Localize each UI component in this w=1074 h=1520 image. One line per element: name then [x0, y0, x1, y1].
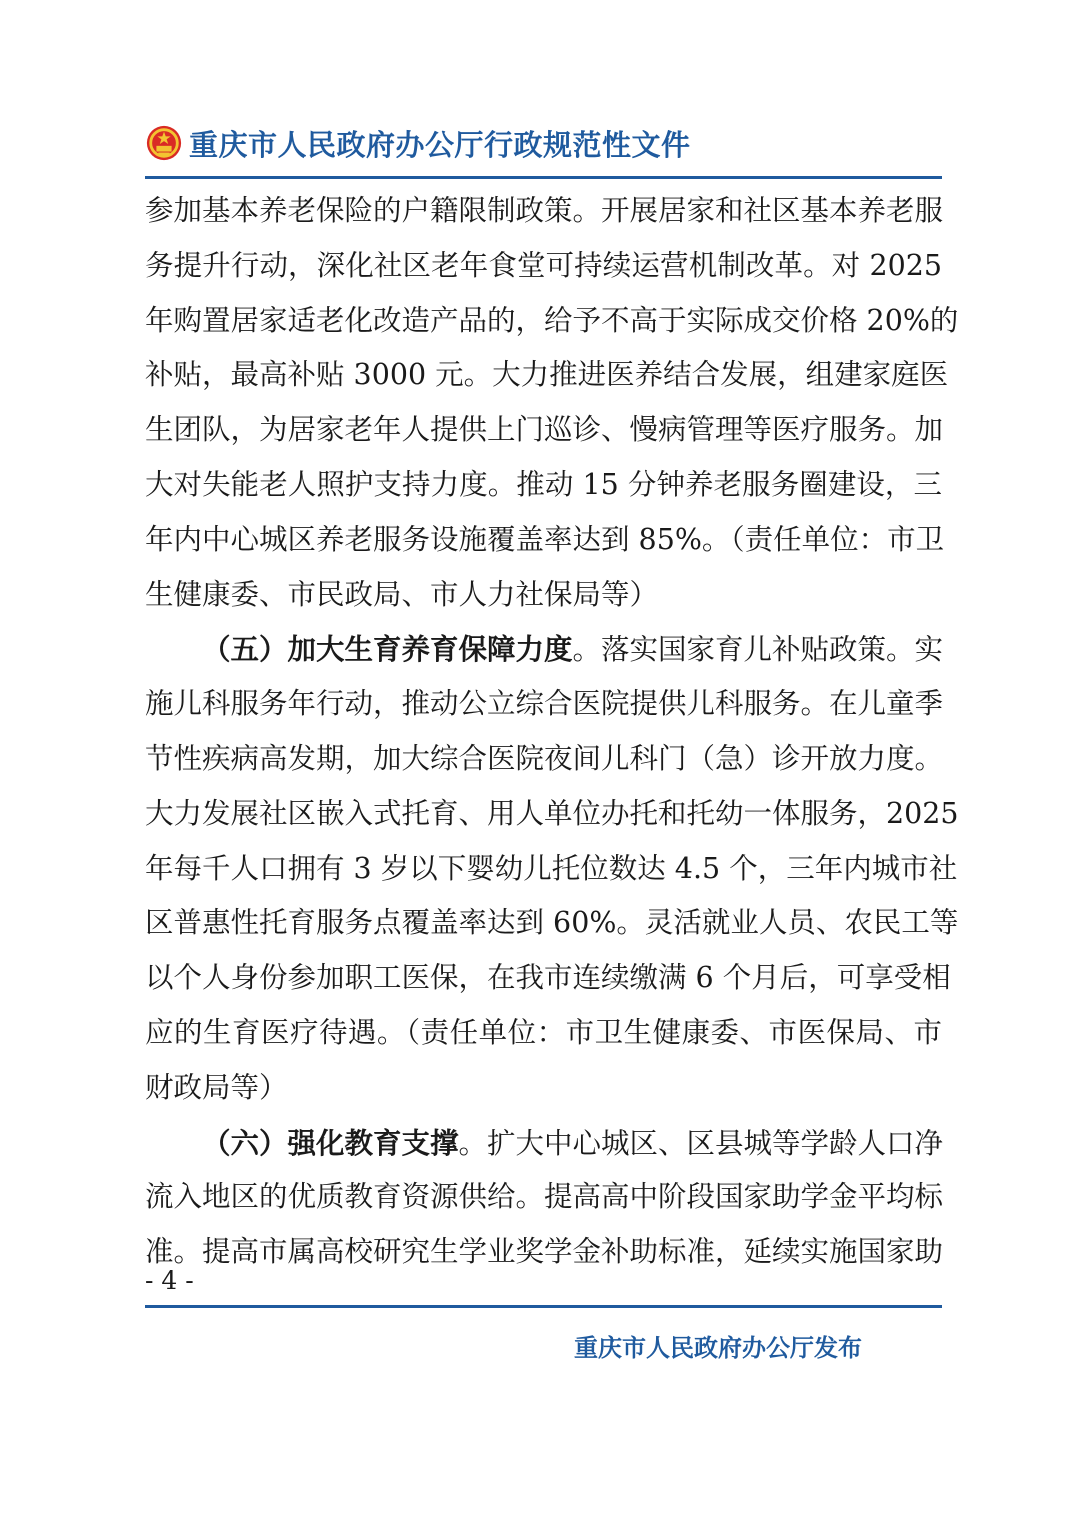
section-five-heading: （五）加大生育养育保障力度	[202, 632, 573, 667]
body-line: 生团队，为居家老年人提供上门巡诊、慢病管理等医疗服务。加	[145, 413, 944, 447]
document-header	[145, 118, 691, 168]
body-line: 大对失能老人照护支持力度。推动 15 分钟养老服务圈建设，三	[145, 467, 942, 501]
body-line: 施儿科服务年行动，推动公立综合医院提供儿科服务。在儿童季	[145, 687, 944, 721]
body-line: 参加基本养老保险的户籍限制政策。开展居家和社区基本养老服	[145, 194, 944, 227]
body-line: 节性疾病高发期，加大综合医院夜间儿科门（急）诊开放力度。	[145, 741, 944, 775]
footer-divider	[145, 1305, 942, 1308]
body-line: 财政局等）	[145, 1070, 288, 1104]
body-line: 应的生育医疗待遇。（责任单位：市卫生健康委、市医保局、市	[145, 1015, 942, 1049]
body-line: 年内中心城区养老服务设施覆盖率达到 85%。（责任单位：市卫	[145, 522, 945, 556]
body-line: 生健康委、市民政局、市人力社保局等）	[145, 577, 659, 611]
body-line: 大力发展社区嵌入式托育、用人单位办托和托幼一体服务，2025	[145, 796, 959, 830]
body-line: 年购置居家适老化改造产品的，给予不高于实际成交价格 20%的	[145, 303, 959, 337]
body-line: 以个人身份参加职工医保，在我市连续缴满 6 个月后，可享受相	[145, 961, 951, 995]
body-line: 区普惠性托育服务点覆盖率达到 60%。灵活就业人员、农民工等	[145, 906, 959, 940]
header-title: 重庆市人民政府办公厅行政规范性文件	[189, 127, 691, 162]
body-line: 补贴，最高补贴 3000 元。大力推进医养结合发展，组建家庭医	[145, 358, 949, 392]
national-emblem-icon	[145, 124, 183, 162]
document-body	[145, 184, 959, 1280]
header-divider	[145, 176, 942, 179]
body-line: 年每千人口拥有 3 岁以下婴幼儿托位数达 4.5 个，三年内城市社	[145, 851, 958, 885]
section-six-text: 。扩大中心城区、区县城等学龄人口净	[458, 1126, 944, 1160]
body-line: 流入地区的优质教育资源供给。提高高中阶段国家助学金平均标	[145, 1180, 944, 1214]
section-six-first-line	[145, 1116, 942, 1171]
body-line: 务提升行动，深化社区老年食堂可持续运营机制改革。对 2025	[145, 248, 942, 282]
section-five-text: 。落实国家育儿补贴政策。实	[572, 633, 944, 667]
page-number: - 4 -	[145, 1266, 194, 1295]
section-five-first-line	[145, 622, 942, 677]
section-six-heading: （六）强化教育支撑	[202, 1125, 459, 1160]
footer-publisher: 重庆市人民政府办公厅发布	[574, 1334, 862, 1362]
body-line: 准。提高市属高校研究生学业奖学金补助标准，延续实施国家助	[145, 1235, 944, 1269]
